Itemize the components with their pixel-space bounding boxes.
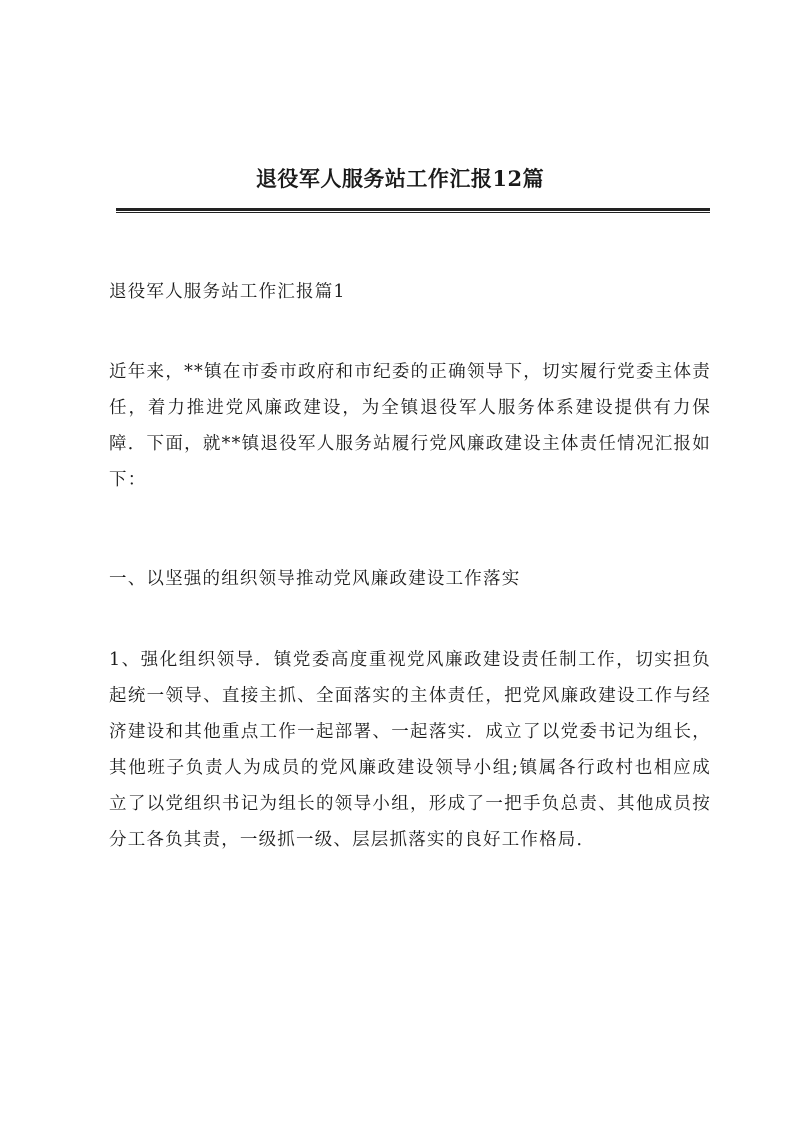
section-heading: 一、以坚强的组织领导推动党风廉政建设工作落实 xyxy=(109,569,521,589)
document-title: 退役军人服务站工作汇报12篇 xyxy=(255,166,545,191)
title-divider xyxy=(116,208,710,213)
intro-paragraph: 近年来，**镇在市委市政府和市纪委的正确领导下，切实履行党委主体责任，着力推进党风廉政建设，为全镇退役军人服务体系建设提供有力保障．下面，就**镇退役军人服务站履行党风廉政建设主体责任情况汇报如下： xyxy=(109,362,711,490)
section-subtitle: 退役军人服务站工作汇报篇1 xyxy=(109,282,346,302)
body-paragraph: 1、强化组织领导．镇党委高度重视党风廉政建设责任制工作，切实担负起统一领导、直接主抓、全面落实的主体责任，把党风廉政建设工作与经济建设和其他重点工作一起部署、一起落实．成立了以党委书记为组长，其他班子负责人为成员的党风廉政建设领导小组;镇属各行政村也相应成立了以党组织书记为组长的领导小组，形成了一把手负总责、其他成员按分工各负其责，一级抓一级、层层抓落实的良好工作格局． xyxy=(109,650,711,850)
